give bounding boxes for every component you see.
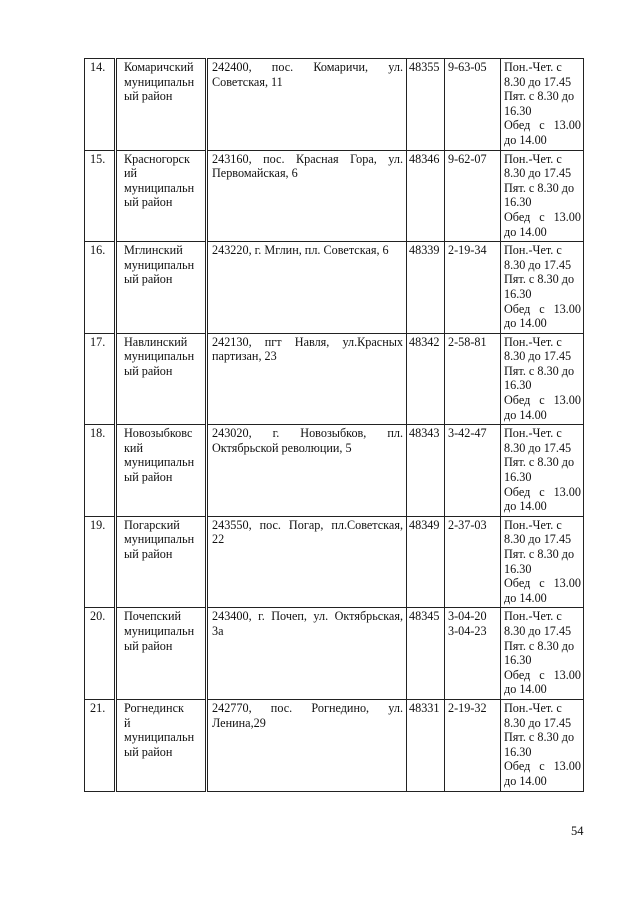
hours-weekdays-line: Пон.-Чет. с	[504, 334, 562, 349]
hours-lunch-end-line: до 14.00	[504, 316, 547, 331]
hours-weekdays-line: 8.30 до 17.45	[504, 440, 572, 455]
hours-friday-line: Пят. с 8.30 до	[504, 455, 575, 470]
row-number: 14.	[90, 60, 106, 74]
hours-weekdays-line: Пон.-Чет. с	[504, 517, 562, 532]
phone-cell	[445, 150, 501, 242]
hours-friday-line: Пят. с 8.30 до	[504, 363, 575, 378]
hours-lunch-word: 13.00	[553, 301, 581, 316]
phone-number: 3-42-47	[448, 426, 487, 441]
district-name-line: муниципальн	[124, 455, 195, 470]
district-name-line: ий	[124, 166, 138, 181]
row-number-cell	[85, 699, 116, 791]
hours-lunch-word: Обед	[504, 301, 531, 316]
row-number-cell	[85, 333, 116, 425]
table-row	[85, 608, 584, 700]
hours-lunch-word: с	[539, 393, 545, 408]
row-number: 17.	[90, 334, 106, 349]
phone-number: 2-19-32	[448, 700, 487, 715]
district-name-line: ый район	[124, 89, 173, 104]
hours-lunch-end-line: до 14.00	[504, 590, 547, 605]
district-name-line: Новозыбковс	[124, 426, 193, 441]
district-cell	[116, 516, 207, 608]
hours-lunch-end-line: до 14.00	[504, 132, 547, 147]
hours-lunch-word: Обед	[504, 118, 531, 133]
row-number-cell	[85, 516, 116, 608]
hours-lunch-word: с	[539, 667, 545, 682]
hours-lunch-line	[504, 393, 581, 408]
district-name-line: муниципальн	[124, 180, 195, 195]
hours-weekdays-line: 8.30 до 17.45	[504, 623, 572, 638]
hours-lunch-word: с	[539, 484, 545, 499]
hours-lunch-word: Обед	[504, 576, 531, 591]
hours-weekdays-line: Пон.-Чет. с	[504, 60, 562, 74]
working-hours-cell	[501, 608, 584, 700]
area-code-cell: 48343	[407, 425, 445, 517]
hours-weekdays-line: Пон.-Чет. с	[504, 426, 562, 441]
hours-lunch-word: 13.00	[553, 118, 581, 133]
phone-number: 9-63-05	[448, 60, 487, 74]
district-name-line: й	[124, 715, 131, 730]
district-cell	[116, 425, 207, 517]
offices-table	[84, 58, 584, 792]
hours-lunch-line	[504, 485, 581, 500]
address-cell: 243020, г. Новозыбков, пл. Октябрьской революции, 5	[207, 425, 407, 517]
working-hours-cell	[501, 699, 584, 791]
hours-friday-line: Пят. с 8.30 до	[504, 730, 575, 745]
district-name-line: Почепский	[124, 609, 182, 624]
phone-cell	[445, 59, 501, 151]
hours-weekdays-line: 8.30 до 17.45	[504, 349, 572, 364]
row-number-cell	[85, 242, 116, 334]
hours-lunch-word: Обед	[504, 667, 531, 682]
hours-friday-line: 16.30	[504, 561, 532, 576]
area-code-cell: 48346	[407, 150, 445, 242]
hours-friday-line: 16.30	[504, 653, 532, 668]
area-code-cell: 48339	[407, 242, 445, 334]
hours-lunch-word: с	[539, 301, 545, 316]
hours-weekdays-line: 8.30 до 17.45	[504, 166, 572, 181]
hours-lunch-end-line: до 14.00	[504, 407, 547, 422]
table-row	[85, 59, 584, 151]
area-code-cell: 48355	[407, 59, 445, 151]
district-name-line: Погарский	[124, 517, 180, 532]
district-cell	[116, 150, 207, 242]
area-code-cell: 48331	[407, 699, 445, 791]
hours-friday-line: 16.30	[504, 195, 532, 210]
hours-lunch-line	[504, 118, 581, 133]
hours-lunch-line	[504, 668, 581, 683]
hours-lunch-word: Обед	[504, 759, 531, 774]
hours-lunch-line	[504, 210, 581, 225]
district-name-line: ый район	[124, 638, 173, 653]
table-row	[85, 425, 584, 517]
hours-lunch-line	[504, 302, 581, 317]
table-row	[85, 333, 584, 425]
address-cell: 243400, г. Почеп, ул. Октябрьская, 3а	[207, 608, 407, 700]
district-name-line: ый район	[124, 744, 173, 759]
address-cell: 242400, пос. Комаричи, ул. Советская, 11	[207, 59, 407, 151]
row-number: 16.	[90, 243, 106, 258]
hours-lunch-word: 13.00	[553, 759, 581, 774]
hours-friday-line: Пят. с 8.30 до	[504, 547, 575, 561]
hours-lunch-word: 13.00	[553, 667, 581, 682]
hours-weekdays-line: 8.30 до 17.45	[504, 257, 572, 272]
hours-lunch-end-line: до 14.00	[504, 682, 547, 697]
district-name-line: ый район	[124, 547, 173, 561]
row-number-cell	[85, 150, 116, 242]
address-cell: 243220, г. Мглин, пл. Советская, 6	[207, 242, 407, 334]
hours-lunch-word: Обед	[504, 209, 531, 224]
row-number-cell	[85, 59, 116, 151]
district-name-line: Мглинский	[124, 243, 183, 258]
phone-cell	[445, 333, 501, 425]
row-number: 21.	[90, 700, 106, 715]
row-number: 20.	[90, 609, 106, 624]
district-name-line: Красногорск	[124, 151, 190, 166]
district-name-line: кий	[124, 440, 143, 455]
district-name-line: ый район	[124, 470, 173, 485]
district-name-line: ый район	[124, 272, 173, 287]
phone-number: 3-04-20	[448, 609, 487, 624]
district-name-line: муниципальн	[124, 730, 195, 745]
district-name-line: Навлинский	[124, 334, 188, 349]
phone-cell	[445, 699, 501, 791]
hours-weekdays-line: Пон.-Чет. с	[504, 609, 562, 624]
district-cell	[116, 699, 207, 791]
district-cell	[116, 242, 207, 334]
phone-cell	[445, 425, 501, 517]
district-name-line: муниципальн	[124, 623, 195, 638]
working-hours-cell	[501, 150, 584, 242]
hours-lunch-end-line: до 14.00	[504, 773, 547, 788]
hours-lunch-end-line: до 14.00	[504, 499, 547, 514]
hours-weekdays-line: 8.30 до 17.45	[504, 74, 572, 89]
district-name-line: муниципальн	[124, 257, 195, 272]
row-number: 15.	[90, 151, 106, 166]
hours-friday-line: Пят. с 8.30 до	[504, 638, 575, 653]
district-name-line: муниципальн	[124, 349, 195, 364]
hours-lunch-word: Обед	[504, 484, 531, 499]
hours-lunch-line	[504, 576, 581, 591]
district-name-line: ый район	[124, 195, 173, 210]
table-row	[85, 242, 584, 334]
table-row	[85, 699, 584, 791]
row-number: 18.	[90, 426, 106, 441]
working-hours-cell	[501, 242, 584, 334]
hours-friday-line: 16.30	[504, 470, 532, 485]
hours-lunch-end-line: до 14.00	[504, 224, 547, 239]
row-number-cell	[85, 608, 116, 700]
area-code-cell: 48345	[407, 608, 445, 700]
hours-friday-line: 16.30	[504, 378, 532, 393]
working-hours-cell	[501, 516, 584, 608]
offices-table-body	[85, 59, 584, 792]
hours-lunch-line	[504, 759, 581, 774]
hours-lunch-word: Обед	[504, 393, 531, 408]
working-hours-cell	[501, 425, 584, 517]
phone-number: 2-58-81	[448, 334, 487, 349]
address-cell: 242130, пгт Навля, ул.Красных партизан, 23	[207, 333, 407, 425]
phone-number: 2-19-34	[448, 243, 487, 258]
row-number-cell	[85, 425, 116, 517]
district-cell	[116, 608, 207, 700]
hours-lunch-word: с	[539, 576, 545, 591]
hours-lunch-word: 13.00	[553, 393, 581, 408]
area-code-cell: 48342	[407, 333, 445, 425]
district-name-line: муниципальн	[124, 532, 195, 547]
hours-lunch-word: с	[539, 759, 545, 774]
address-cell: 243160, пос. Красная Гора, ул. Первомайская, 6	[207, 150, 407, 242]
hours-lunch-word: 13.00	[553, 576, 581, 591]
phone-number: 9-62-07	[448, 151, 487, 166]
hours-lunch-word: 13.00	[553, 209, 581, 224]
address-cell: 242770, пос. Рогнедино, ул. Ленина,29	[207, 699, 407, 791]
district-name-line: Комаричский	[124, 60, 194, 74]
hours-lunch-word: 13.00	[553, 484, 581, 499]
phone-cell	[445, 242, 501, 334]
district-cell	[116, 59, 207, 151]
hours-friday-line: 16.30	[504, 103, 532, 118]
district-name-line: муниципальн	[124, 74, 195, 89]
hours-friday-line: 16.30	[504, 744, 532, 759]
table-row	[85, 516, 584, 608]
hours-friday-line: Пят. с 8.30 до	[504, 272, 575, 287]
hours-weekdays-line: Пон.-Чет. с	[504, 151, 562, 166]
hours-weekdays-line: Пон.-Чет. с	[504, 700, 562, 715]
district-name-line: ый район	[124, 363, 173, 378]
hours-weekdays-line: Пон.-Чет. с	[504, 243, 562, 258]
phone-number: 3-04-23	[448, 623, 487, 638]
district-cell	[116, 333, 207, 425]
phone-cell	[445, 516, 501, 608]
hours-lunch-word: с	[539, 209, 545, 224]
address-cell: 243550, пос. Погар, пл.Советская, 22	[207, 516, 407, 608]
phone-cell	[445, 608, 501, 700]
working-hours-cell	[501, 333, 584, 425]
row-number: 19.	[90, 517, 106, 532]
hours-weekdays-line: 8.30 до 17.45	[504, 532, 572, 547]
page-number: 54	[571, 824, 584, 838]
phone-number: 2-37-03	[448, 517, 487, 532]
table-row	[85, 150, 584, 242]
hours-friday-line: Пят. с 8.30 до	[504, 180, 575, 195]
hours-friday-line: Пят. с 8.30 до	[504, 89, 575, 104]
hours-lunch-word: с	[539, 118, 545, 133]
hours-friday-line: 16.30	[504, 286, 532, 301]
district-name-line: Рогнединск	[124, 700, 184, 715]
hours-weekdays-line: 8.30 до 17.45	[504, 715, 572, 730]
working-hours-cell	[501, 59, 584, 151]
area-code-cell: 48349	[407, 516, 445, 608]
